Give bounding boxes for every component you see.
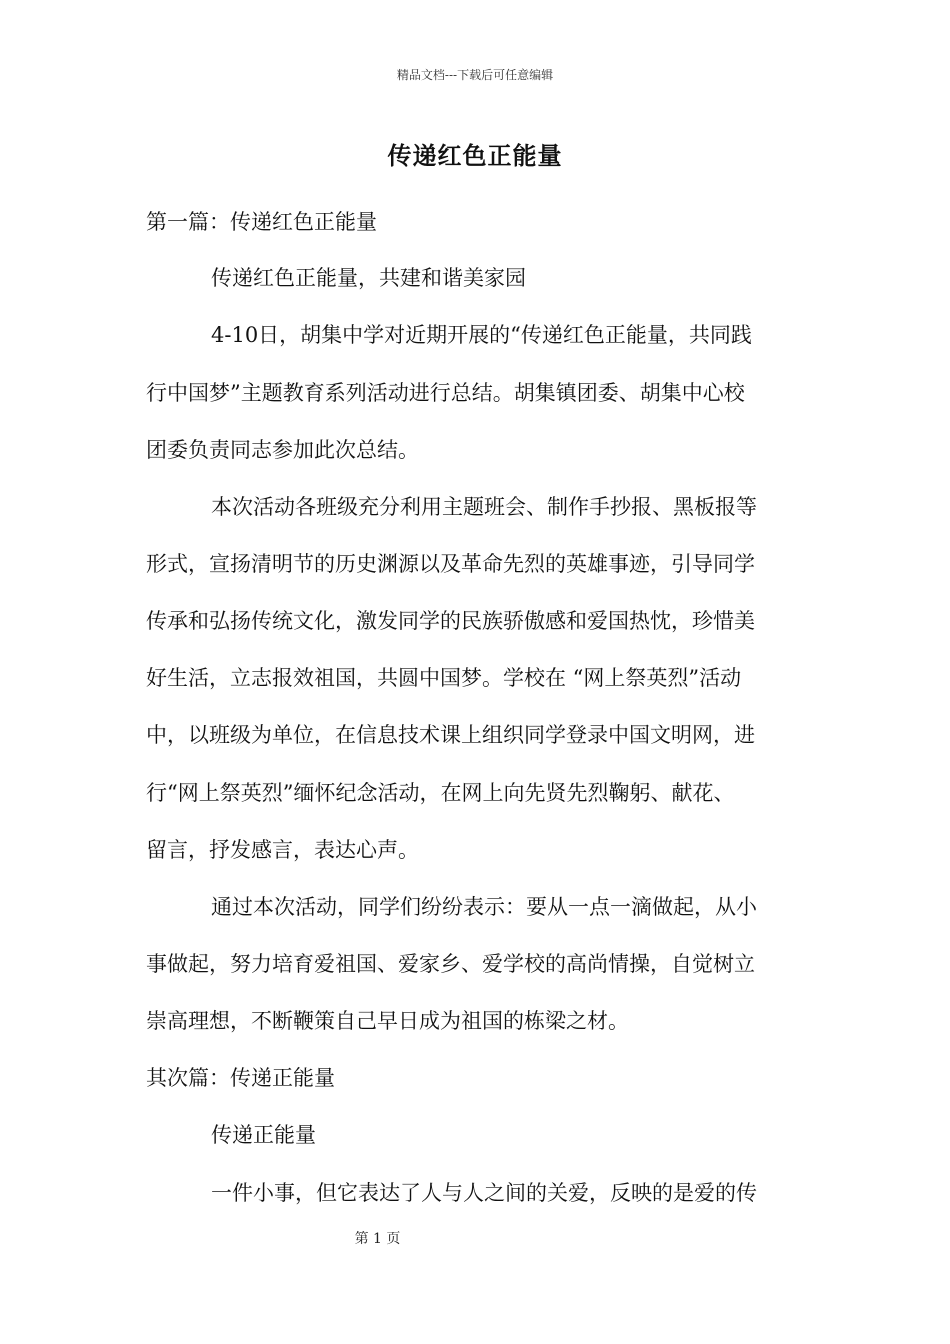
paragraph-line: 行中国梦”主题教育系列活动进行总结。胡集镇团委、胡集中心校 [146,381,745,405]
paragraph-line: 通过本次活动，同学们纷纷表示：要从一点一滴做起，从小 [211,895,757,919]
paragraph-line: 事做起，努力培育爱祖国、爱家乡、爱学校的高尚情操，自觉树立 [146,952,755,976]
paragraph-line: 行“网上祭英烈”缅怀纪念活动，在网上向先贤先烈鞠躬、献花、 [146,781,735,805]
subtitle-2: 传递正能量 [211,1123,316,1147]
paragraph-line: 中，以班级为单位，在信息技术课上组织同学登录中国文明网，进 [146,723,755,747]
document-title: 传递红色正能量 [387,141,563,170]
page-number: 第 1 页 [354,1231,401,1247]
paragraph-line: 形式，宣扬清明节的历史渊源以及革命先烈的英雄事迹，引导同学 [146,552,755,576]
section-heading-2: 其次篇：传递正能量 [146,1066,335,1090]
section-heading-1: 第一篇：传递红色正能量 [146,210,377,234]
page-header: 精品文档---下载后可任意编辑 [396,68,554,82]
paragraph-line: 团委负责同志参加此次总结。 [146,438,419,462]
paragraph-line: 本次活动各班级充分利用主题班会、制作手抄报、黑板报等 [211,495,757,519]
paragraph-line: 4-10日，胡集中学对近期开展的“传递红色正能量，共同践 [211,323,752,347]
paragraph-line: 留言，抒发感言，表达心声。 [146,838,419,862]
paragraph-line: 一件小事，但它表达了人与人之间的关爱，反映的是爱的传 [211,1181,757,1205]
paragraph-line: 崇高理想，不断鞭策自己早日成为祖国的栋梁之材。 [146,1009,629,1033]
paragraph-line: 好生活，立志报效祖国，共圆中国梦。学校在 “网上祭英烈”活动 [146,666,742,690]
paragraph-line: 传承和弘扬传统文化，激发同学的民族骄傲感和爱国热忱，珍惜美 [146,609,755,633]
subtitle-1: 传递红色正能量，共建和谐美家园 [211,266,526,290]
